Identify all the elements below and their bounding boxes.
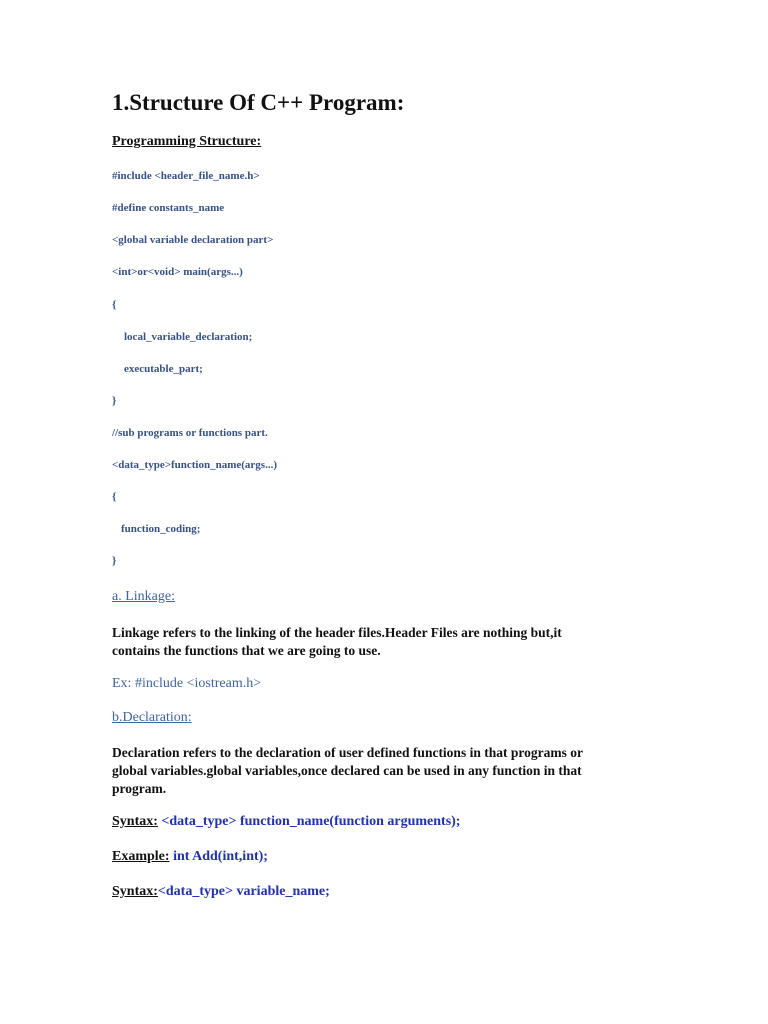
example-row bbox=[112, 849, 268, 865]
syntax-label: Syntax: bbox=[112, 814, 158, 829]
code-line-define: #define constants_name bbox=[112, 202, 225, 214]
linkage-paragraph bbox=[112, 624, 672, 660]
code-line-local-decl: local_variable_declaration; bbox=[124, 331, 253, 343]
declaration-paragraph-line: Declaration refers to the declaration of user defined functions in that programs or bbox=[112, 745, 583, 760]
code-line-close-brace: } bbox=[112, 395, 117, 407]
syntax-function-value: <data_type> function_name(function arguments); bbox=[157, 814, 461, 829]
code-line-global: <global variable declaration part> bbox=[112, 234, 274, 246]
example-label: Example: bbox=[112, 849, 170, 864]
example-value: int Add(int,int); bbox=[169, 849, 268, 864]
declaration-paragraph-line: program. bbox=[112, 781, 167, 796]
code-line-function-close-brace: } bbox=[112, 555, 117, 567]
code-line-open-brace: { bbox=[112, 299, 117, 311]
declaration-paragraph bbox=[112, 744, 672, 798]
code-line-main: <int>or<void> main(args...) bbox=[112, 266, 243, 278]
linkage-paragraph-line: contains the functions that we are going to use. bbox=[112, 643, 381, 658]
declaration-paragraph-line: global variables.global variables,once declared can be used in any function in that bbox=[112, 763, 582, 778]
code-line-executable: executable_part; bbox=[124, 363, 203, 375]
code-line-include: #include <header_file_name.h> bbox=[112, 170, 260, 182]
linkage-heading: a. Linkage: bbox=[112, 589, 175, 604]
syntax-variable-value: <data_type> variable_name; bbox=[157, 884, 330, 899]
syntax-label: Syntax: bbox=[112, 884, 158, 899]
code-line-function-signature: <data_type>function_name(args...) bbox=[112, 459, 277, 471]
page-title: 1.Structure Of C++ Program: bbox=[112, 90, 405, 115]
code-line-function-coding: function_coding; bbox=[121, 523, 201, 535]
declaration-heading: b.Declaration: bbox=[112, 710, 192, 725]
code-line-function-open-brace: { bbox=[112, 491, 117, 503]
linkage-example: Ex: #include <iostream.h> bbox=[112, 676, 262, 691]
programming-structure-heading: Programming Structure: bbox=[112, 134, 262, 149]
code-line-comment: //sub programs or functions part. bbox=[112, 427, 268, 439]
linkage-paragraph-line: Linkage refers to the linking of the header files.Header Files are nothing but,it bbox=[112, 625, 562, 640]
syntax-function-row bbox=[112, 814, 460, 830]
syntax-variable-row bbox=[112, 884, 330, 900]
